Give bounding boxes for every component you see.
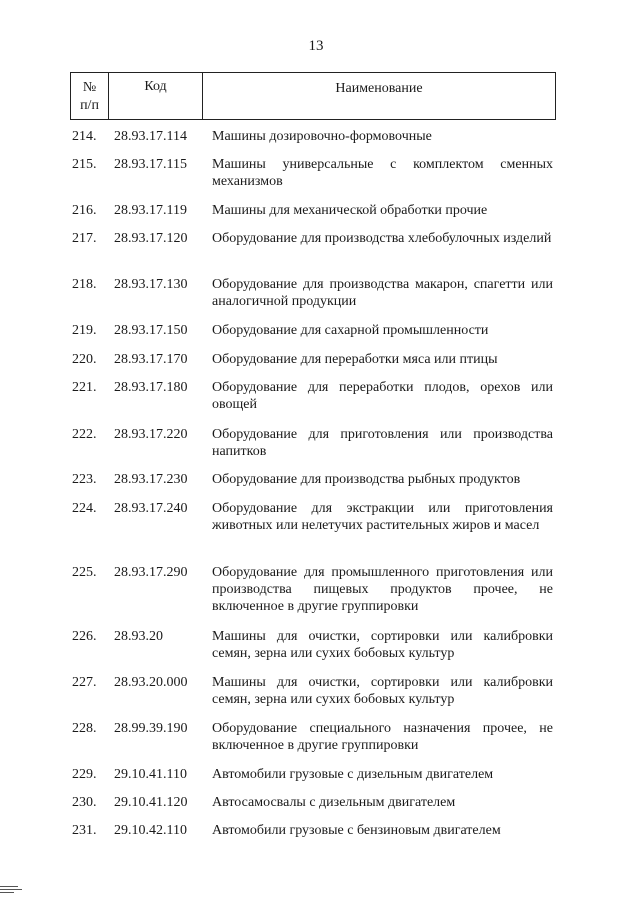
header-number-abbr: п/п xyxy=(80,98,99,113)
row-name: Машины универсальные с комплектом сменных механизмов xyxy=(212,157,553,189)
row-code: 28.93.20 xyxy=(114,629,163,644)
row-code: 28.93.17.150 xyxy=(114,323,188,338)
row-number: 222. xyxy=(72,427,97,442)
row-code: 28.93.17.240 xyxy=(114,501,188,516)
page-number: 13 xyxy=(308,38,324,54)
row-name: Оборудование для производства хлебобулочных изделий xyxy=(212,231,552,246)
row-number: 220. xyxy=(72,352,97,367)
row-number: 223. xyxy=(72,472,97,487)
row-code: 28.99.39.190 xyxy=(114,721,188,736)
row-name: Оборудование для приготовления или производства напитков xyxy=(212,427,553,459)
row-number: 217. xyxy=(72,231,97,246)
row-number: 225. xyxy=(72,565,97,580)
row-code: 28.93.17.290 xyxy=(114,565,188,580)
row-name: Оборудование для переработки мяса или птицы xyxy=(212,352,498,367)
table-header xyxy=(70,72,556,120)
row-number: 228. xyxy=(72,721,97,736)
header-number-column xyxy=(71,79,108,115)
row-number: 224. xyxy=(72,501,97,516)
row-name: Оборудование для переработки плодов, орехов или овощей xyxy=(212,380,553,412)
row-name: Машины дозировочно-формовочные xyxy=(212,129,432,144)
header-code: Код xyxy=(144,79,167,94)
row-code: 28.93.17.230 xyxy=(114,472,188,487)
row-number: 214. xyxy=(72,129,97,144)
row-code: 28.93.17.180 xyxy=(114,380,188,395)
row-code: 28.93.17.120 xyxy=(114,231,188,246)
row-code: 28.93.17.130 xyxy=(114,277,188,292)
row-number: 226. xyxy=(72,629,97,644)
row-name: Оборудование для сахарной промышленности xyxy=(212,323,489,338)
scan-artifact xyxy=(0,886,18,887)
scan-artifact xyxy=(0,889,22,890)
row-code: 28.93.17.119 xyxy=(114,203,187,218)
row-code: 28.93.17.220 xyxy=(114,427,188,442)
row-name: Машины для очистки, сортировки или калибровки семян, зерна или сухих бобовых культур xyxy=(212,629,553,661)
row-code: 29.10.41.120 xyxy=(114,795,188,810)
row-name: Автомобили грузовые с бензиновым двигателем xyxy=(212,823,501,838)
scan-artifact xyxy=(0,892,14,893)
row-code: 29.10.42.110 xyxy=(114,823,187,838)
row-code: 28.93.17.114 xyxy=(114,129,187,144)
row-name: Машины для механической обработки прочие xyxy=(212,203,488,218)
row-name: Автомобили грузовые с дизельным двигателем xyxy=(212,767,494,782)
row-number: 229. xyxy=(72,767,97,782)
row-name: Машины для очистки, сортировки или калибровки семян, зерна или сухих бобовых культур xyxy=(212,675,553,707)
row-number: 216. xyxy=(72,203,97,218)
row-name: Автосамосвалы с дизельным двигателем xyxy=(212,795,456,810)
row-name: Оборудование для производства рыбных продуктов xyxy=(212,472,521,487)
row-number: 230. xyxy=(72,795,97,810)
row-code: 28.93.17.115 xyxy=(114,157,187,172)
header-number-symbol: № xyxy=(82,80,97,95)
row-name: Оборудование для производства макарон, спагетти или аналогичной продукции xyxy=(212,277,553,309)
row-code: 29.10.41.110 xyxy=(114,767,187,782)
row-number: 227. xyxy=(72,675,97,690)
row-number: 231. xyxy=(72,823,97,838)
row-number: 219. xyxy=(72,323,97,338)
row-code: 28.93.20.000 xyxy=(114,675,188,690)
row-number: 218. xyxy=(72,277,97,292)
row-number: 215. xyxy=(72,157,97,172)
row-name: Оборудование специального назначения прочее, не включенное в другие группировки xyxy=(212,721,553,753)
row-name: Оборудование для промышленного приготовления или производства пищевых продуктов прочее, не включенное в другие группировки xyxy=(212,565,553,614)
header-name: Наименование xyxy=(335,81,423,96)
row-name: Оборудование для экстракции или приготовления животных или нелетучих растительных жиров и масел xyxy=(212,501,553,533)
row-number: 221. xyxy=(72,380,97,395)
row-code: 28.93.17.170 xyxy=(114,352,188,367)
